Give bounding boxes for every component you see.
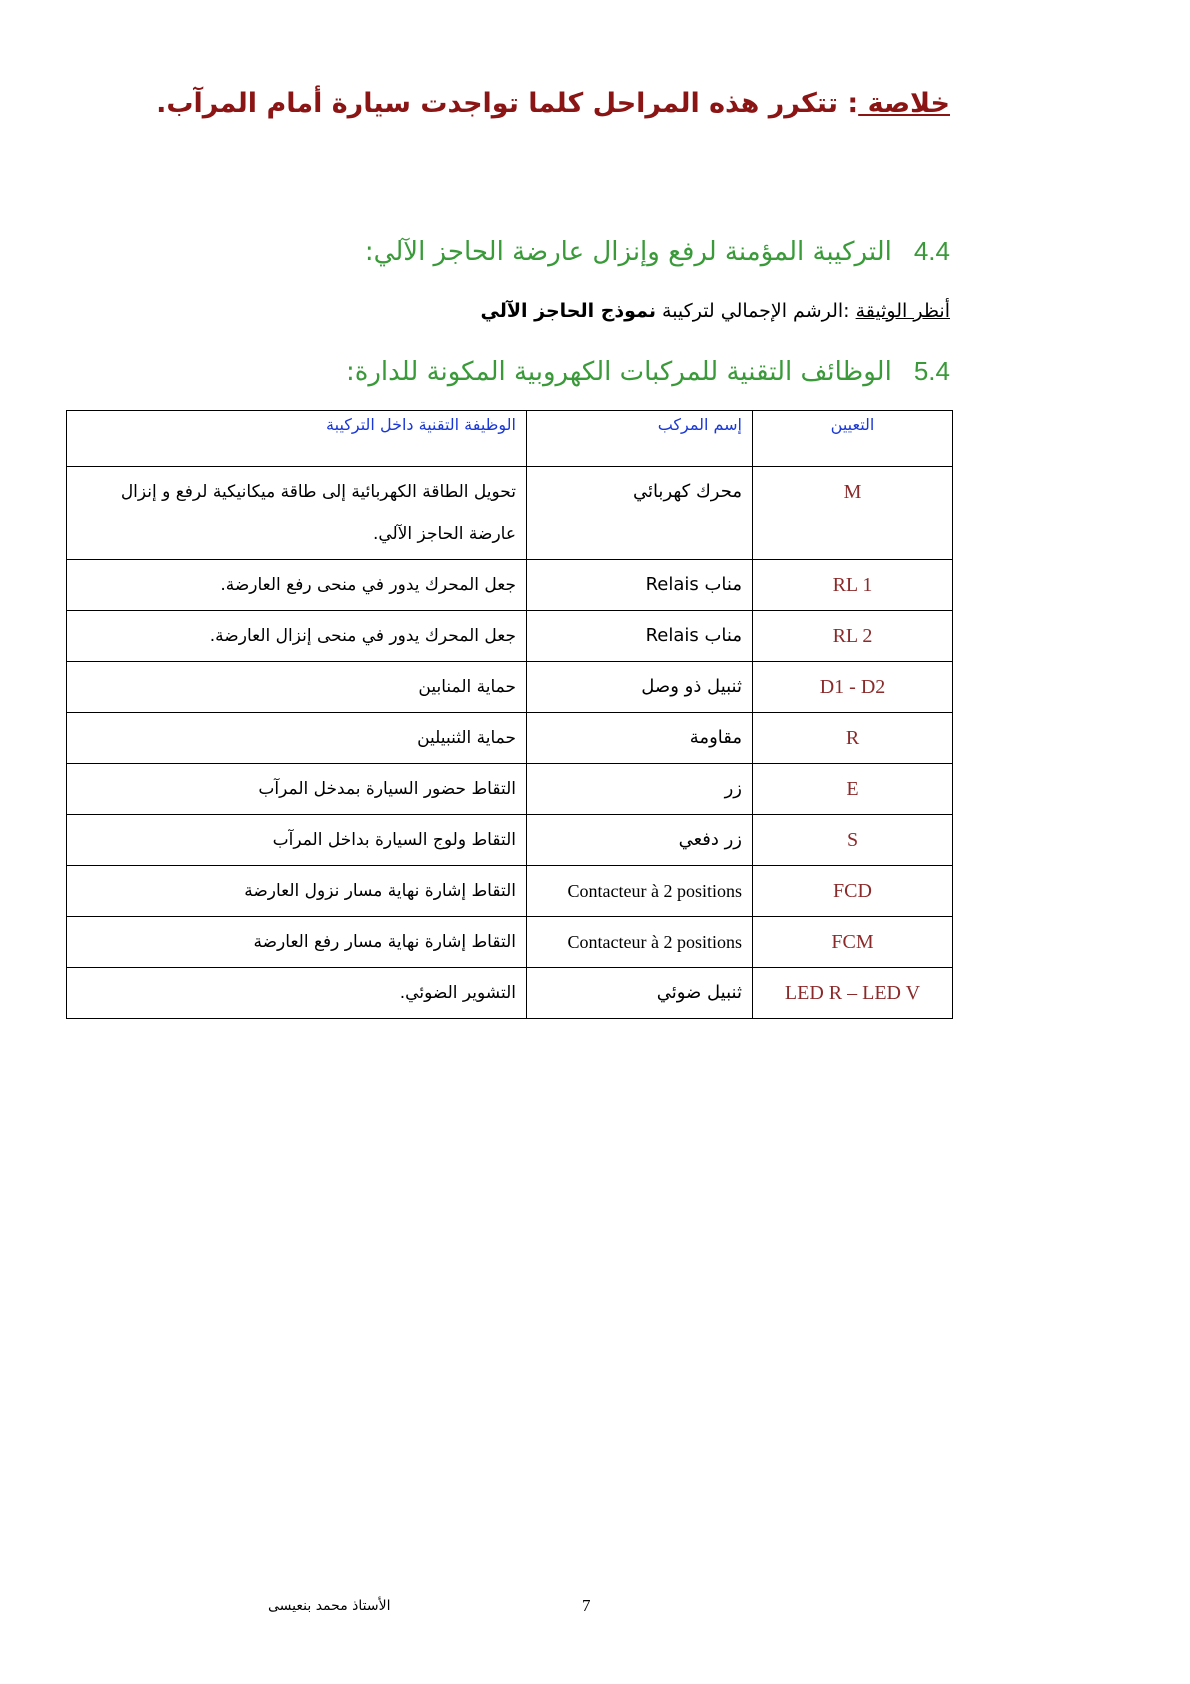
cell-function: تحويل الطاقة الكهربائية إلى طاقة ميكانيكية لرفع و إنزال عارضة الحاجز الآلي. <box>67 467 527 560</box>
cell-code: D1 - D2 <box>753 662 953 713</box>
doc-ref-middle: :الرشم الإجمالي لتركيبة <box>655 300 856 322</box>
section-heading-5-4 <box>60 356 950 387</box>
cell-function: حماية المنابين <box>67 662 527 713</box>
cell-code: FCM <box>753 917 953 968</box>
table-row <box>67 917 953 968</box>
conclusion-line <box>60 88 950 119</box>
section-number: 5.4 <box>913 356 950 386</box>
conclusion-text: تتكرر هذه المراحل كلما تواجدت سيارة أمام المرآب. <box>156 88 838 119</box>
footer-author: الأستاذ محمد بنعيسى <box>268 1598 391 1614</box>
header-code: التعيين <box>753 411 953 467</box>
document-reference <box>60 300 950 322</box>
cell-function: حماية الثنبيلين <box>67 713 527 764</box>
cell-name: ثنبيل ذو وصل <box>527 662 753 713</box>
cell-name: مناب Relais <box>527 611 753 662</box>
cell-code: S <box>753 815 953 866</box>
table-row <box>67 968 953 1019</box>
cell-function: التشوير الضوئي. <box>67 968 527 1019</box>
page-number: 7 <box>582 1596 591 1615</box>
header-function: الوظيفة التقنية داخل التركيبة <box>67 411 527 467</box>
table-row <box>67 560 953 611</box>
doc-ref-bold: نموذج الحاجز الآلي <box>480 300 656 322</box>
cell-function: جعل المحرك يدور في منحى رفع العارضة. <box>67 560 527 611</box>
table-row <box>67 467 953 560</box>
doc-ref-prefix: أنظر الوثيقة <box>855 300 950 322</box>
cell-code: R <box>753 713 953 764</box>
cell-code: E <box>753 764 953 815</box>
conclusion-separator: : <box>837 88 859 119</box>
cell-function: التقاط إشارة نهاية مسار نزول العارضة <box>67 866 527 917</box>
cell-code: FCD <box>753 866 953 917</box>
conclusion-label: خلاصة <box>858 88 950 119</box>
cell-code: RL 2 <box>753 611 953 662</box>
header-name: إسم المركب <box>527 411 753 467</box>
cell-function: التقاط ولوج السيارة بداخل المرآب <box>67 815 527 866</box>
cell-name: Contacteur à 2 positions <box>527 866 753 917</box>
section-title: التركيبة المؤمنة لرفع وإنزال عارضة الحاجز الآلي: <box>364 237 892 267</box>
table-header-row <box>67 411 953 467</box>
cell-code: LED R – LED V <box>753 968 953 1019</box>
section-heading-4-4 <box>60 236 950 267</box>
section-number: 4.4 <box>913 236 950 266</box>
cell-code: M <box>753 467 953 560</box>
cell-name: مناب Relais <box>527 560 753 611</box>
cell-name: مقاومة <box>527 713 753 764</box>
table-row <box>67 662 953 713</box>
cell-name: زر دفعي <box>527 815 753 866</box>
cell-code: RL 1 <box>753 560 953 611</box>
cell-name: زر <box>527 764 753 815</box>
section-title: الوظائف التقنية للمركبات الكهروبية المكونة للدارة: <box>345 357 892 387</box>
table-row <box>67 611 953 662</box>
table-row <box>67 713 953 764</box>
table-row <box>67 866 953 917</box>
components-table <box>66 410 953 1019</box>
cell-function: التقاط إشارة نهاية مسار رفع العارضة <box>67 917 527 968</box>
cell-name: محرك كهربائي <box>527 467 753 560</box>
table-row <box>67 815 953 866</box>
cell-function: التقاط حضور السيارة بمدخل المرآب <box>67 764 527 815</box>
cell-function: جعل المحرك يدور في منحى إنزال العارضة. <box>67 611 527 662</box>
table-row <box>67 764 953 815</box>
cell-name: ثنبيل ضوئي <box>527 968 753 1019</box>
cell-name: Contacteur à 2 positions <box>527 917 753 968</box>
